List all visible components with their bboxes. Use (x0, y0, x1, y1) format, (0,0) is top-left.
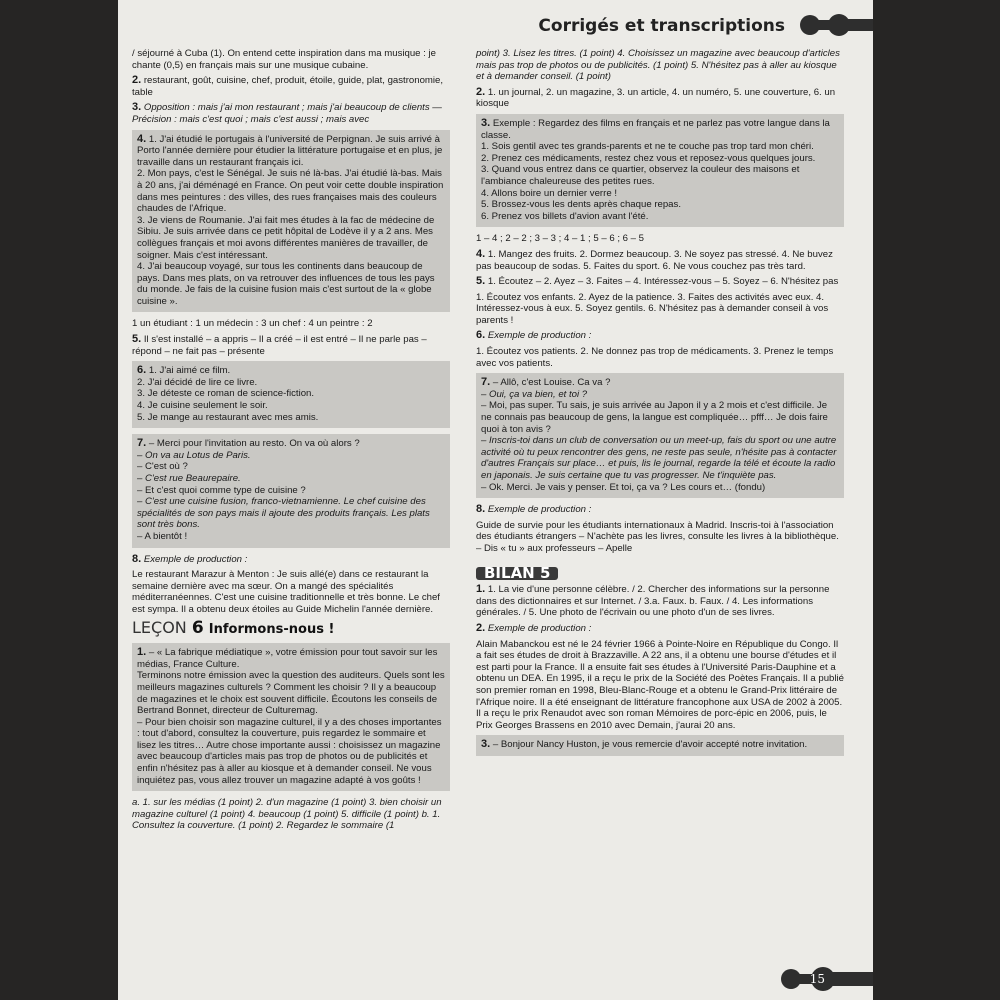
exercise-6-right: 6. Exemple de production : (476, 329, 592, 342)
exercise-5-right-text: 1. Écoutez vos enfants. 2. Ayez de la patience. 3. Faites des activités avec eux. 4. Intéressez-vous à eux. 5. Soyez gentils. 6. N'hésitez pas à demander conseil à vos parents ! (476, 291, 829, 326)
footer-decoration (779, 966, 873, 992)
transcript-box-4: 4. 1. J'ai étudié le portugais à l'université de Perpignan. Je suis arrivé à Porto l'année dernière pour étudier la littérature portugaise et en plus, je travaille dans un restaurant français ici. 2. Mon pays, c'est le Sénégal. Je suis né là-bas. J'ai étudié là-bas. Mais à 20 ans, j'ai déménagé en France. On peut voir cette double inspiration dans mes peintures : des villes, des rues françaises mais des couleurs chaudes de l'Afrique. 3. Je viens de Roumanie. J'ai fait mes études à la fac de médecine de Sibiu. Je suis arrivée dans ce petit hôpital de Lodève il y a 2 ans. Mes collègues français et moi avons différentes manières de travailler, de soigner. Mais c'est intéressant. 4. J'ai beaucoup voyagé, sur tous les continents dans beaucoup de pays. Dans mes plats, on va retrouver des influences de tous les pays du monde. Je fais de la cuisine fusion mais c'est surtout de la « globe cuisine ». (132, 130, 450, 313)
exercise-5-right: 5. 1. Écoutez – 2. Ayez – 3. Faites – 4. Intéressez-vous – 5. Soyez – 6. N'hésitez pas (476, 275, 839, 288)
transcript-box-7-right: 7. – Allô, c'est Louise. Ca va ? – Oui, ça va bien, et toi ? – Moi, pas super. Tu sais, je suis arrivée au Japon il y a 2 mois et c'est difficile. Je ne connais pas beaucoup de gens, la langue est compliquée… pfff… Je dois faire quoi à ton avis ? – Inscris-toi dans un club de conversation ou un meet-up, fais du sport ou une autre activité où tu peux rencontrer des gens, ne reste pas seule, n'hésite pas à contacter d'autres Français sur place… et puis, lis le journal, regarde la télé et écoute la radio en japonais. Je suis certaine que tu vas progresser. Ne t'inquiète pas. – Ok. Merci. Je vais y penser. Et toi, ça va ? Les cours et… (fondu) (476, 373, 844, 498)
exercise-8: 8. Exemple de production : (132, 552, 248, 565)
exercise-8-right-text: Guide de survie pour les étudiants internationaux à Madrid. Inscris-toi à l'association des étudiants étrangers – N'achète pas les livres, consulte les livres à la bibliothèque. – Dis « tu » aux professeurs – Apelle (476, 519, 839, 554)
bilan-exercise-1: 1. 1. La vie d'une personne célèbre. / 2. Chercher des informations sur la personne dans des dictionnaires et sur Internet. / 3.a. Faux. b. Faux. / 4. Les informations générales. / 5. Une photo de l'écrivain ou une photo d'un de ses livres. (476, 583, 830, 619)
answer-lesson6-1: a. 1. sur les médias (1 point) 2. d'un magazine (1 point) 3. bien choisir un magazine culturel (1 point) 4. beaucoup (1 point) 5. difficile (1 point) b. 1. Consultez la couverture. (1 point) 2. Regardez le sommaire (1 (132, 797, 442, 832)
header-decoration (799, 14, 873, 36)
transcript-box-3: 3. Exemple : Regardez des films en français et ne parlez pas votre langue dans la classe. 1. Sois gentil avec tes grands-parents et ne te couche pas trop tard mon chéri. 2. Prenez ces médicaments, restez chez vous et reposez-vous quelques jours. 3. Quand vous entrez dans ce quartier, observez la couleur des maisons et l'ambiance chaleureuse des petites rues. 4. Allons boire un dernier verre ! 5. Brossez-vous les dents après chaque repas. 6. Prenez vos billets d'avion avant l'été. (476, 114, 844, 227)
continued-answer: point) 3. Lisez les titres. (1 point) 4. Choisissez un magazine avec beaucoup d'articles mais pas trop de photos ou de publicités. (1 point) 5. N'hésitez pas à aller au kiosque et à demander conseil. (1 point) (476, 48, 840, 83)
textbook-page (118, 0, 873, 1000)
transcript-box-lesson6-1: 1. – « La fabrique médiatique », votre émission pour tout savoir sur les médias, France Culture. Terminons notre émission avec la question des auditeurs. Quels sont les meilleurs magazines culturels ? Comment les choisir ? Il y a beaucoup de magazines et le choix est souvent difficile. Écoutons les conseils de Bertrand Bonnet, directeur de Culturemag. – Pour bien choisir son magazine culturel, il y a des choses importantes : tout d'abord, consultez la couverture, puis regardez le sommaire et lisez les titres… Autre chose importante aussi : choisissez un magazine avec beaucoup d'articles mais pas trop de photos ou de publicités et enfin n'hésitez pas à aller au kiosque et à demander conseil. Ne vous inquiétez pas, vous allez trouver un magazine adapté à vos goûts ! (132, 643, 450, 791)
transcript-box-6: 6. 1. J'ai aimé ce film. 2. J'ai décidé de lire ce livre. 3. Je déteste ce roman de science-fiction. 4. Je cuisine seulement le soir. 5. Je mange au restaurant avec mes amis. (132, 361, 450, 428)
answer-4: 1 un étudiant : 1 un médecin : 3 un chef : 4 un peintre : 2 (132, 318, 373, 330)
lesson-heading: LEÇON 6 Informons-nous ! (132, 617, 335, 638)
bilan-exercise-2: 2. Exemple de production : (476, 621, 592, 634)
exercise-6-right-text: 1. Écoutez vos patients. 2. Ne donnez pas trop de médicaments. 3. Prenez le temps avec vos patients. (476, 346, 834, 369)
right-column (476, 48, 844, 762)
answer-3: 1 – 4 ; 2 – 2 ; 3 – 3 ; 4 – 1 ; 5 – 6 ; 6 – 5 (476, 233, 645, 245)
bilan-exercise-2-text: Alain Mabanckou est né le 24 février 1966 à Pointe-Noire en République du Congo. Il a fait ses études de droit à Brazzaville. A 22 ans, il a obtenu une bourse d'études et il est parti pour la France. Il a ensuite fait ses études à l'Université Paris-Dauphine et a obtenu un DEA. En 1995, il a reçu le prix de la Société des Poètes Français. Il a publié son premier roman en 1998, Bleu-Blanc-Rouge et a obtenu le Grand-Prix littéraire de l'Afrique noire. Il a été enseignant de littérature francophone aux USA de 2002 à 2005. Il a reçu le prix Renaudot avec son roman Mémoires de porc-épic en 2006, puis, le Prix Georges Brassens en 2010 avec Demain, j'aurai 20 ans. (476, 638, 844, 731)
exercise-3: 3. Opposition : mais j'ai mon restaurant ; mais j'ai beaucoup de clients — Précision : mais c'est quoi ; mais c'est aussi ; mais avec (132, 101, 442, 125)
exercise-5: 5. Il s'est installé – a appris – Il a créé – il est entré – Il ne parle pas – répond – ne fait pas – présente (132, 333, 427, 357)
bilan-heading: BILAN 5 (476, 567, 558, 581)
intro-text: / séjourné à Cuba (1). On entend cette inspiration dans ma musique : je chante (0,5) en français mais sur une musique cubaine. (132, 48, 436, 71)
exercise-4-right: 4. 1. Mangez des fruits. 2. Dormez beaucoup. 3. Ne soyez pas stressé. 4. Ne buvez pas beaucoup de sodas. 5. Faites du sport. 6. Ne vous couchez pas très tard. (476, 247, 833, 272)
left-column (132, 48, 450, 836)
exercise-8-right: 8. Exemple de production : (476, 503, 592, 516)
transcript-box-bilan-3: 3. – Bonjour Nancy Huston, je vous remercie d'avoir accepté notre invitation. (476, 735, 844, 756)
exercise-8-text: Le restaurant Marazur à Menton : Je suis allé(e) dans ce restaurant la semaine dernière avec ma sœur. On a mangé des spécialités méditerranéennes. C'est une cuisine traditionnelle et très bonne. Le chef est sympa. Il a obtenu deux étoiles au Guide Michelin l'année dernière. (132, 569, 440, 615)
page-header-title: Corrigés et transcriptions (538, 16, 785, 36)
page-number: 15 (809, 972, 825, 986)
exercise-2: 2. restaurant, goût, cuisine, chef, produit, étoile, guide, plat, gastronomie, table (132, 74, 444, 98)
transcript-box-7: 7. – Merci pour l'invitation au resto. On va où alors ? – On va au Lotus de Paris. – C'est où ? – C'est rue Beaurepaire. – Et c'est quoi comme type de cuisine ? – C'est une cuisine fusion, franco-vietnamienne. Le chef cuisine des spécialités de son pays mais il ajoute des produits français. Les plats sont très bons. – A bientôt ! (132, 434, 450, 547)
exercise-2-right: 2. 1. un journal, 2. un magazine, 3. un article, 4. un numéro, 5. une couverture, 6. un kiosque (476, 85, 836, 110)
